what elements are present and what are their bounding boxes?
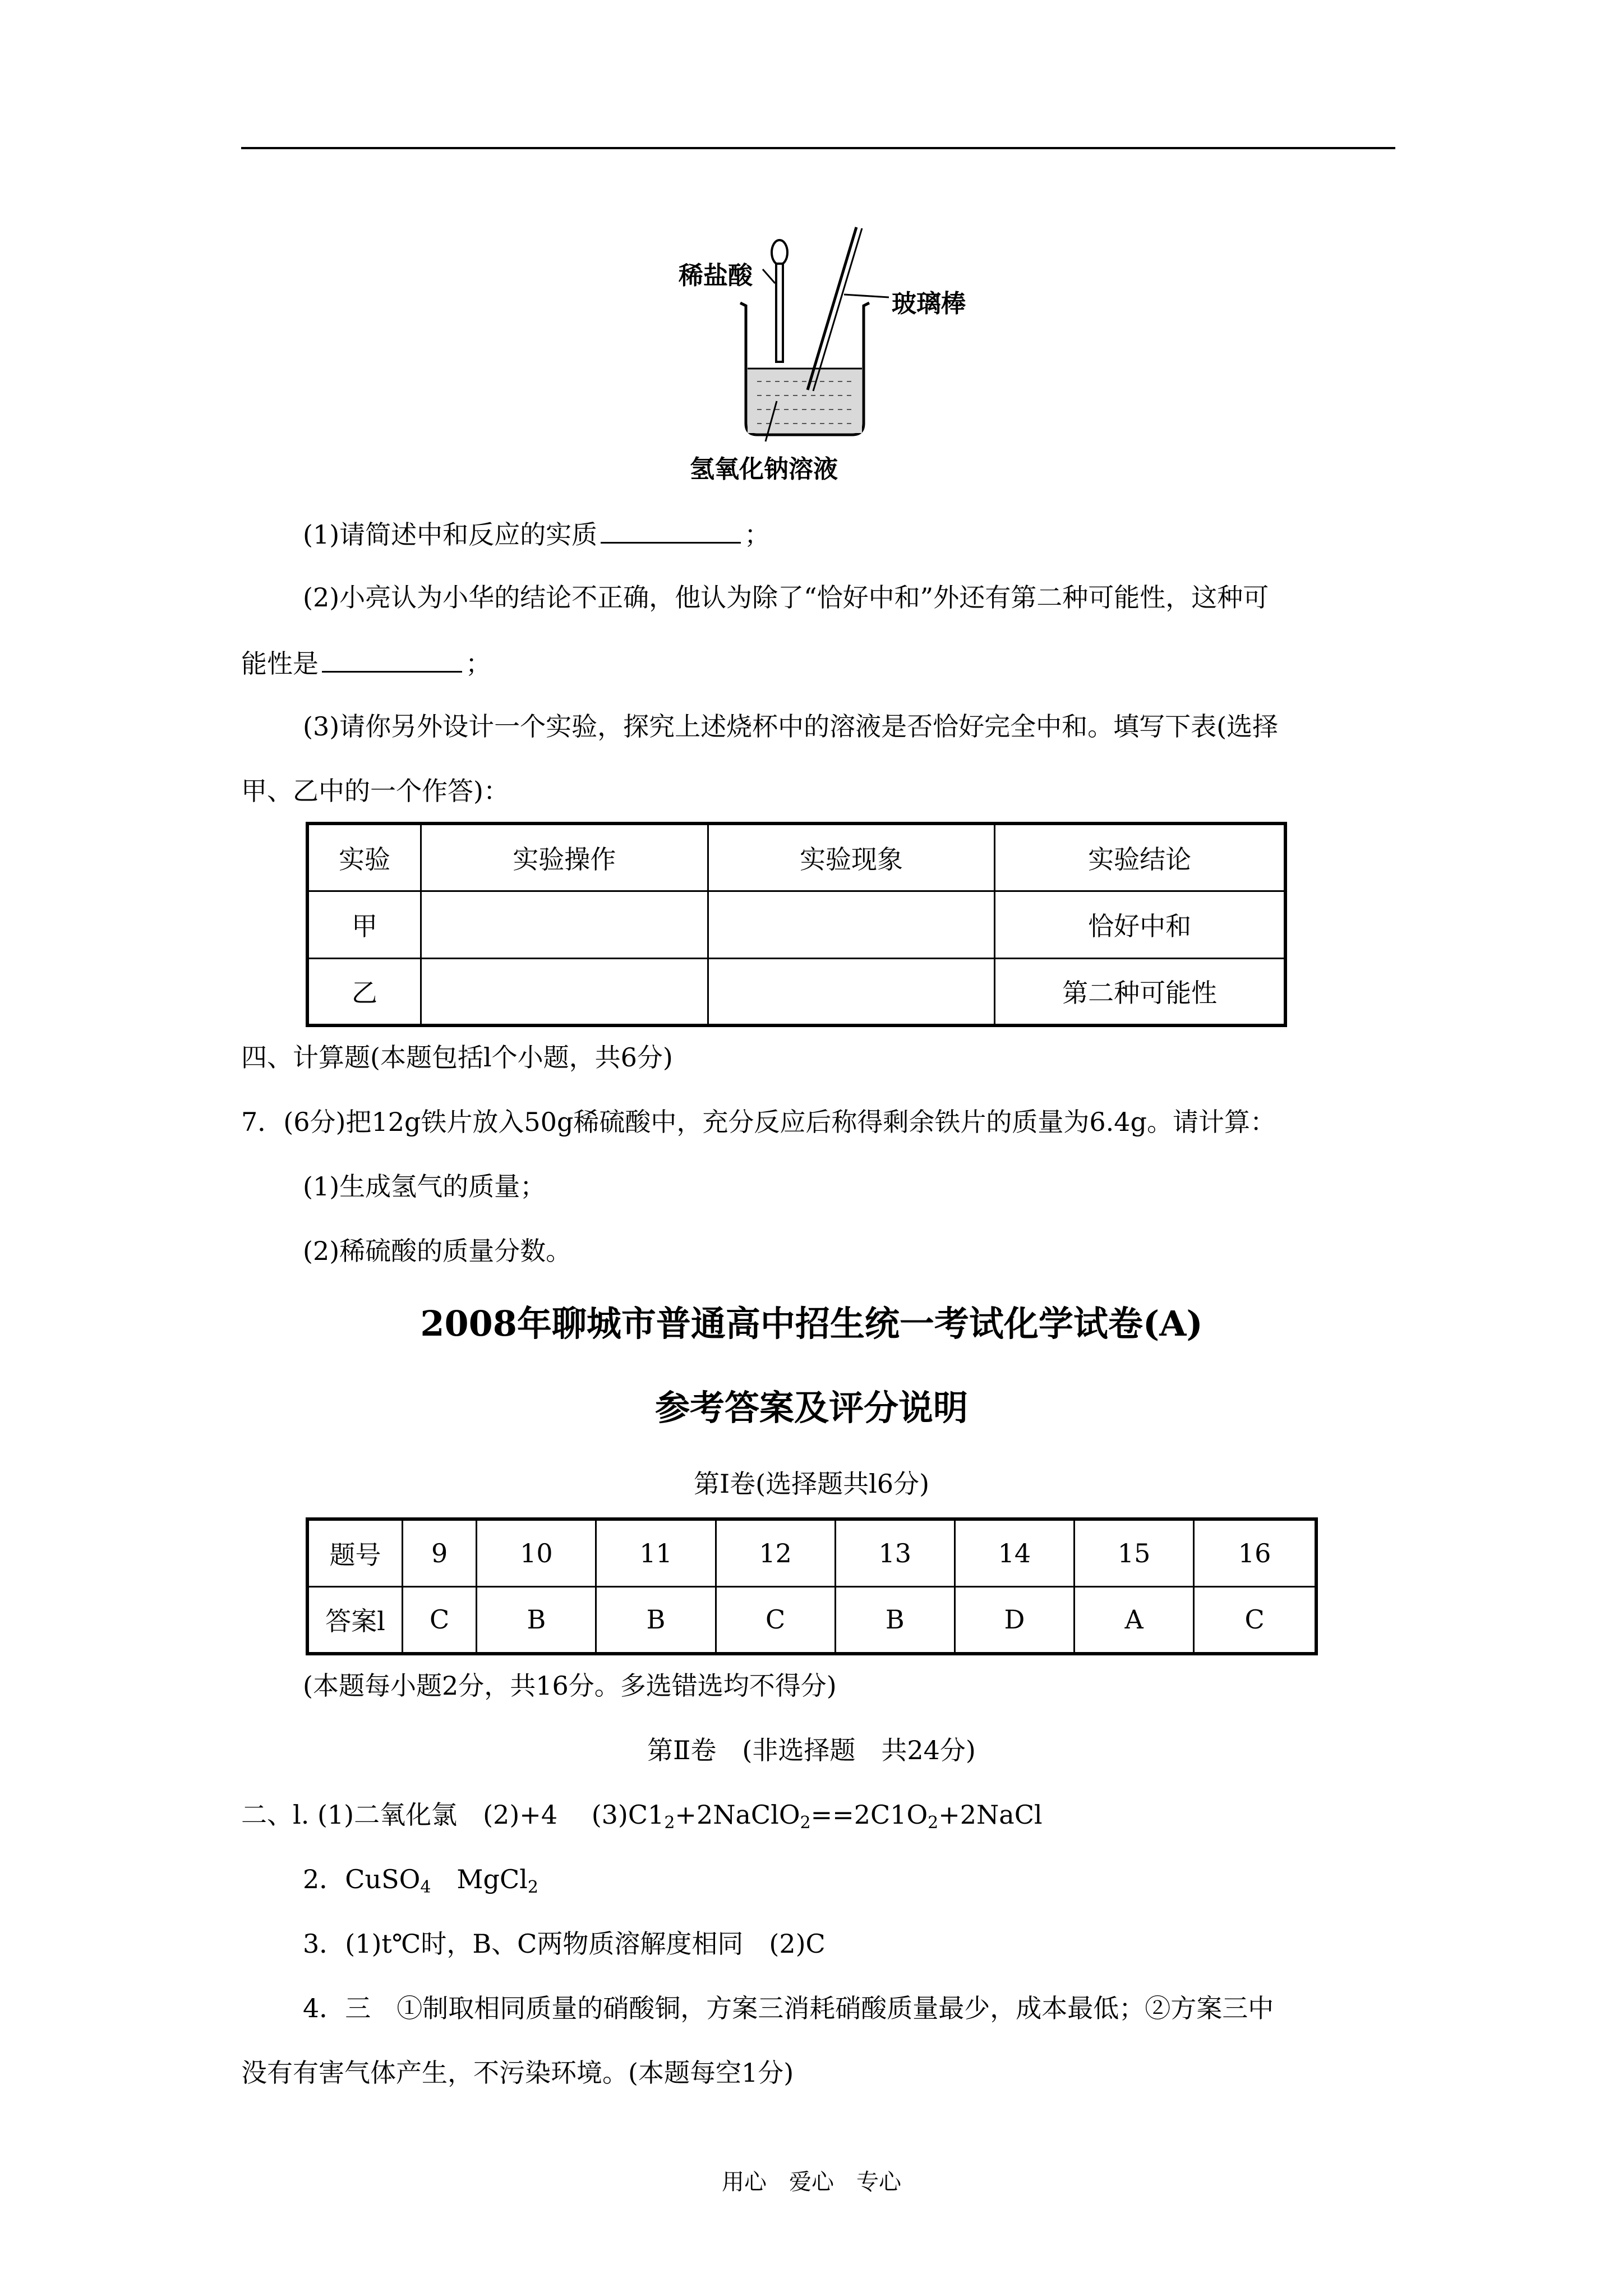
answer-4-line-1: 4．三 ①制取相同质量的硝酸铜，方案三消耗硝酸质量最少，成本最低；②方案三中 (303, 1993, 1274, 2023)
question-7-1: (1)生成氢气的质量； (303, 1171, 546, 1202)
table-cell-input[interactable] (421, 891, 708, 958)
question-number: 14 (955, 1519, 1074, 1586)
table-header: 实验现象 (708, 823, 995, 891)
answer-cell: C (403, 1586, 477, 1654)
question-7: 7．(6分)把12g铁片放入50g稀硫酸中，充分反应后称得剩余铁片的质量为6.4g。请计算： (241, 1107, 1276, 1137)
table-row (307, 958, 1285, 1025)
question-2-line-1: (2)小亮认为小华的结论不正确，他认为除了“恰好中和”外还有第二种可能性，这种可 (303, 582, 1269, 613)
answer-2: 2．CuSO$_4$ MgCl$_2$ (303, 1864, 538, 1897)
question-number: 9 (403, 1519, 477, 1586)
table-header: 实验结论 (995, 823, 1285, 891)
table-cell: 甲 (307, 891, 421, 958)
part-1-note: (本题每小题2分，共16分。多选错选均不得分) (303, 1671, 837, 1701)
answer-cell: A (1075, 1586, 1194, 1654)
label-acid: 稀盐酸 (679, 261, 753, 290)
table-cell-input[interactable] (421, 958, 708, 1025)
label-solution: 氢氧化钠溶液 (690, 455, 838, 484)
answer-3: 3．(1)t℃时，B、C两物质溶解度相同 (2)C (303, 1929, 826, 1959)
question-1: (1)请简述中和反应的实质 ； (303, 516, 770, 551)
table-cell: 恰好中和 (995, 891, 1285, 958)
experiment-table (306, 822, 1287, 1027)
answer-table (306, 1517, 1318, 1655)
label-rod: 玻璃棒 (892, 289, 966, 318)
part-2-heading: 第Ⅱ卷 (非选择题 共24分) (647, 1735, 976, 1765)
answer-cell: B (596, 1586, 716, 1654)
answer-1: 二、l. (1)二氧化氯 (2)+4 $(3)C1_2+2NaClO_2==2C1O_2+2NaCl$ (241, 1800, 1043, 1833)
question-number: 15 (1075, 1519, 1194, 1586)
table-cell-input[interactable] (708, 958, 995, 1025)
table-cell-input[interactable] (708, 891, 995, 958)
table-cell: 第二种可能性 (995, 958, 1285, 1025)
answer-blank-2[interactable] (322, 645, 462, 673)
answer-cell: D (955, 1586, 1074, 1654)
answer-cell: C (716, 1586, 835, 1654)
table-header: 实验操作 (421, 823, 708, 891)
question-number: 16 (1194, 1519, 1316, 1586)
answer-blank-1[interactable] (601, 516, 741, 544)
question-7-2: (2)稀硫酸的质量分数。 (303, 1236, 572, 1266)
answer-4-line-2: 没有有害气体产生，不污染环境。(本题每空1分) (241, 2058, 794, 2088)
table-row (307, 1519, 1316, 1586)
table-row (307, 891, 1285, 958)
header-rule (241, 147, 1395, 149)
answer-cell: C (1194, 1586, 1316, 1654)
page-footer: 用心 爱心 专心 (722, 2169, 901, 2195)
question-3-line-2: 甲、乙中的一个作答)： (241, 776, 509, 806)
question-number: 12 (716, 1519, 835, 1586)
table-header: 实验 (307, 823, 421, 891)
question-3-line-1: (3)请你另外设计一个实验，探究上述烧杯中的溶液是否恰好完全中和。填写下表(选择 (303, 711, 1279, 742)
question-2-line-2: 能性是 ； (241, 645, 491, 680)
question-number: 11 (596, 1519, 716, 1586)
beaker-diagram (667, 222, 966, 485)
answer-key-subtitle: 参考答案及评分说明 (654, 1387, 968, 1428)
row-label-answer: 答案l (307, 1586, 403, 1654)
row-label-question: 题号 (307, 1519, 403, 1586)
table-row (307, 1586, 1316, 1654)
answer-cell: B (835, 1586, 955, 1654)
answer-key-title: 2008年聊城市普通高中招生统一考试化学试卷(A) (420, 1303, 1203, 1344)
question-number: 13 (835, 1519, 955, 1586)
answer-cell: B (477, 1586, 596, 1654)
section-4-heading: 四、计算题(本题包括l个小题，共6分) (241, 1042, 673, 1073)
part-1-heading: 第Ⅰ卷(选择题共l6分) (693, 1469, 930, 1499)
question-number: 10 (477, 1519, 596, 1586)
table-cell: 乙 (307, 958, 421, 1025)
